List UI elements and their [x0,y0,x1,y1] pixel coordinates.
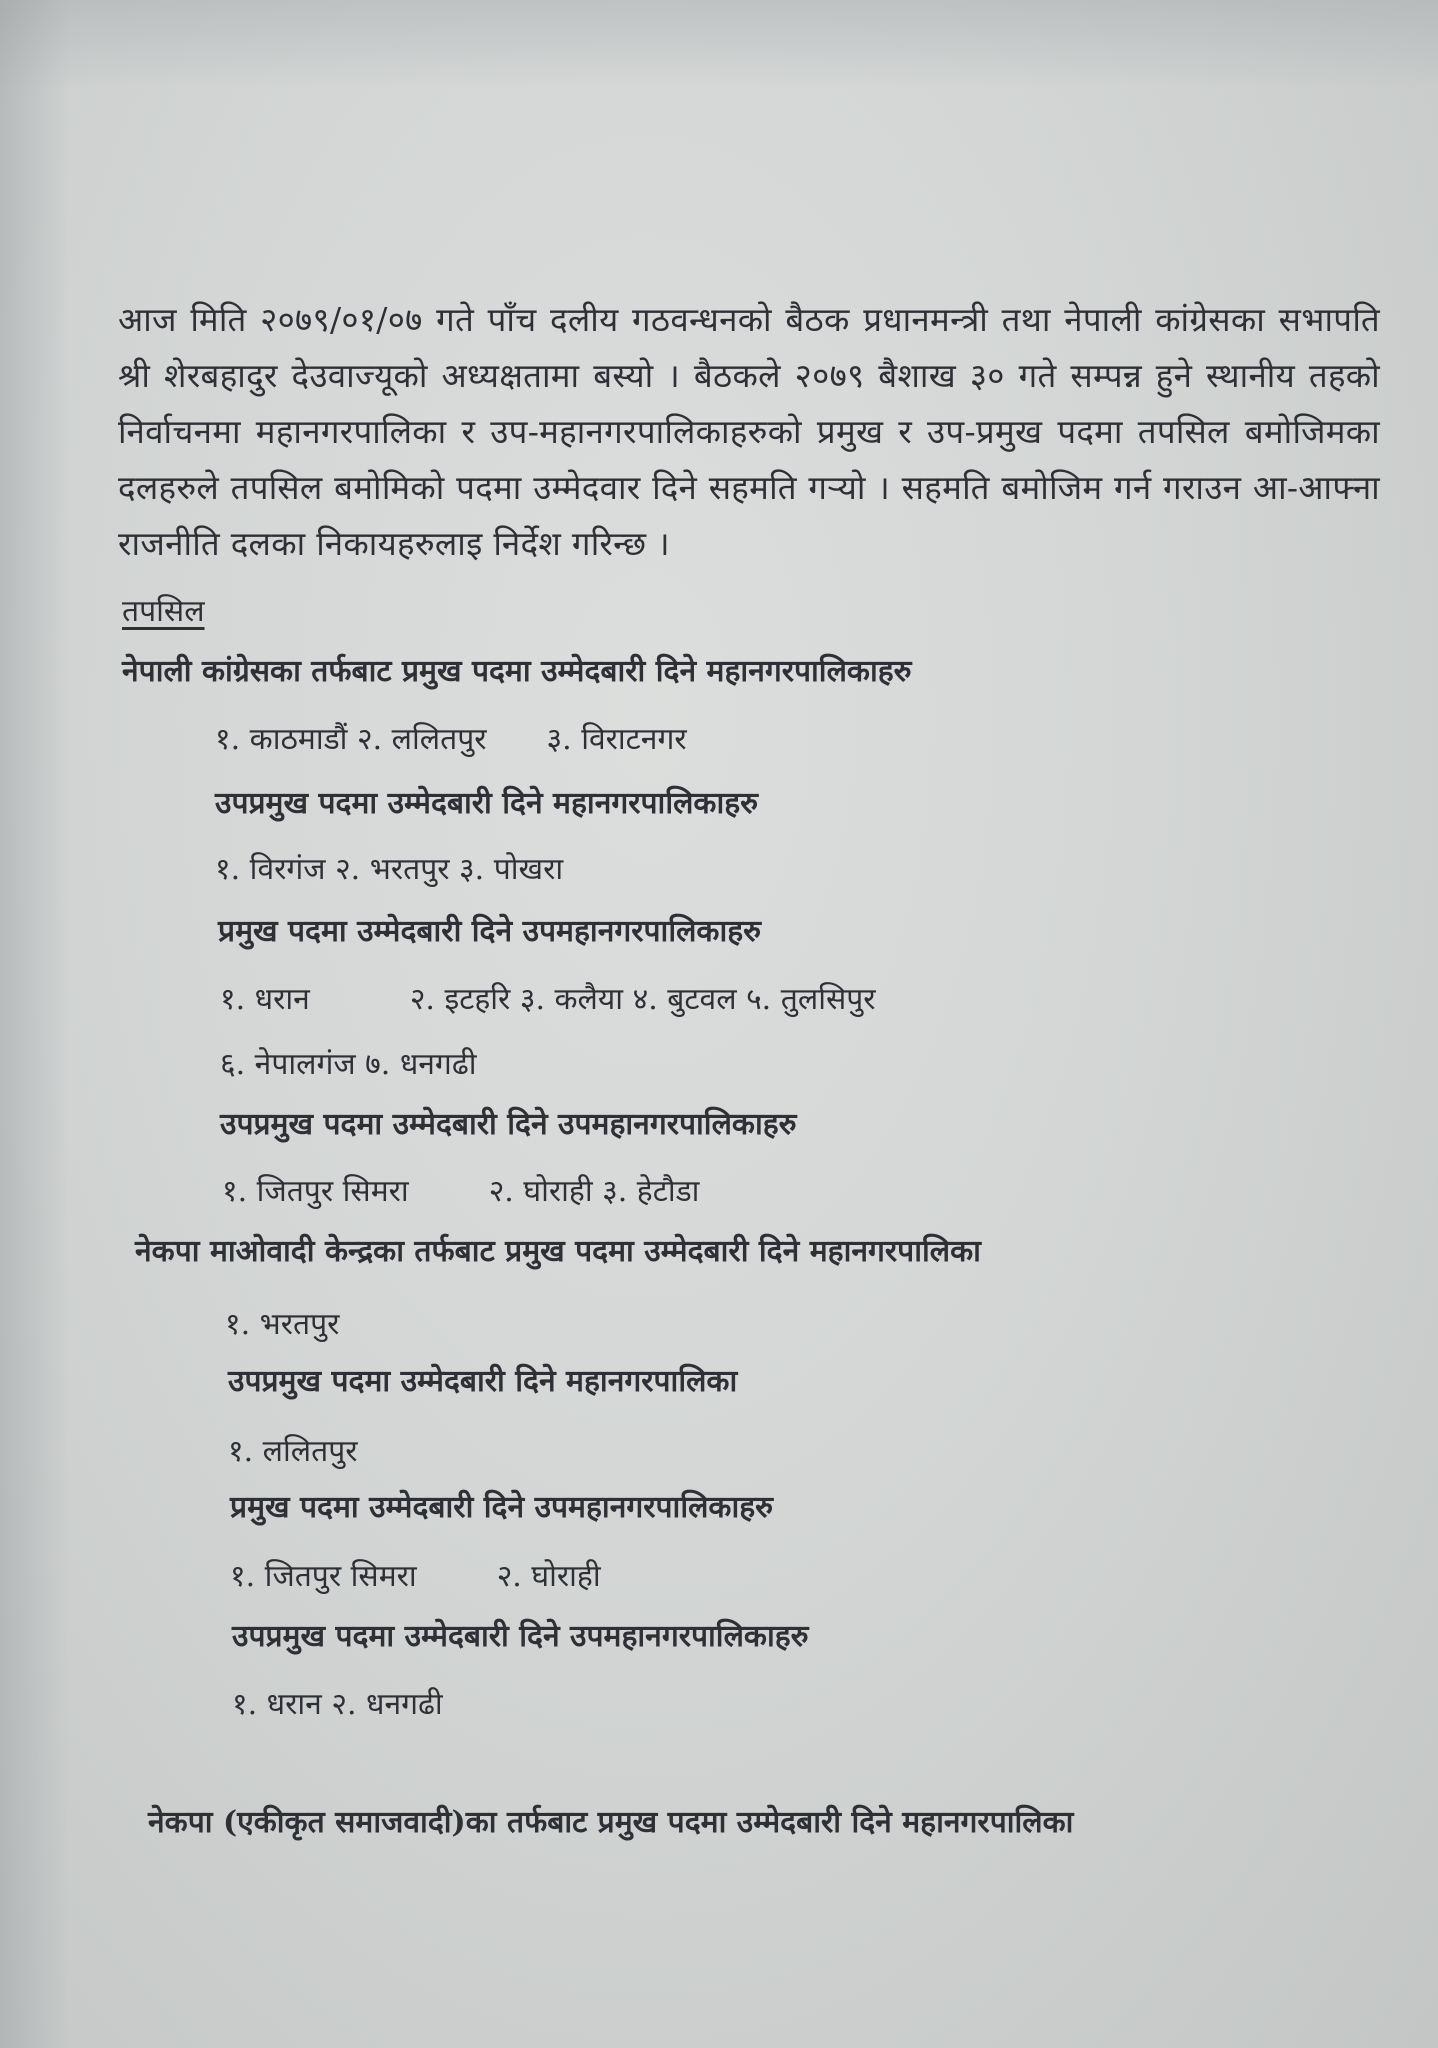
maoist-submetro-chief-heading: प्रमुख पदमा उम्मेदबारी दिने उपमहानगरपालिकाहरु [230,1490,774,1525]
congress-submetro-deputy-heading: उपप्रमुख पदमा उम्मेदबारी दिने उपमहानगरपालिकाहरु [220,1107,797,1142]
congress-metro-deputy-list: १. विरगंज २. भरतपुर ३. पोखरा [215,852,564,887]
maoist-submetro-chief-list [230,1557,601,1597]
tapasil-heading: तपसिल [122,594,205,629]
congress-submetro-deputy-b: २. घोराही ३. हेटौडा [488,1174,700,1209]
unified-socialist-heading: नेकपा (एकीकृत समाजवादी)का तर्फबाट प्रमुख पदमा उम्मेदबारी दिने महानगरपालिका [148,1805,1074,1840]
maoist-submetro-chief-a: १. जितपुर सिमरा [230,1559,417,1594]
congress-metro-chief-b: ३. विराटनगर [546,722,687,757]
congress-submetro-chief-list-a [220,980,876,1020]
maoist-submetro-chief-b: २. घोराही [496,1559,601,1594]
congress-submetro-chief-a: १. धरान [220,982,310,1017]
congress-heading: नेपाली कांग्रेसका तर्फबाट प्रमुख पदमा उम्मेदबारी दिने महानगरपालिकाहरु [122,654,912,689]
congress-metro-deputy-heading: उपप्रमुख पदमा उम्मेदबारी दिने महानगरपालिकाहरु [215,786,759,821]
maoist-heading: नेकपा माओवादी केन्द्रका तर्फबाट प्रमुख पदमा उम्मेदबारी दिने महानगरपालिका [135,1234,981,1269]
maoist-metro-deputy-list: १. ललितपुर [228,1434,358,1469]
congress-submetro-deputy-list [222,1172,699,1212]
congress-submetro-deputy-a: १. जितपुर सिमरा [222,1174,409,1209]
page-shadow-top [0,0,1438,90]
congress-submetro-chief-b: २. इटहरि ३. कलैया ४. बुटवल ५. तुलसिपुर [409,982,876,1017]
maoist-metro-chief-list: १. भरतपुर [225,1307,340,1342]
maoist-metro-deputy-heading: उपप्रमुख पदमा उम्मेदबारी दिने महानगरपालिका [228,1364,738,1399]
congress-submetro-chief-heading: प्रमुख पदमा उम्मेदबारी दिने उपमहानगरपालिकाहरु [218,914,762,949]
congress-metro-chief-list [215,720,687,760]
congress-metro-chief-a: १. काठमाडौं २. ललितपुर [215,722,487,757]
page-shadow-left [0,0,70,2048]
maoist-submetro-deputy-list: १. धरान २. धनगढी [232,1687,443,1722]
intro-paragraph: आज मिति २०७९/०१/०७ गते पाँच दलीय गठवन्धनको बैठक प्रधानमन्त्री तथा नेपाली कांग्रेसका सभापति श्री शेरबहादुर देउवाज्यूको अध्यक्षतामा बस्यो । बैठकले २०७९ बैशाख ३० गते सम्पन्न हुने स्थानीय तहको निर्वाचनमा महानगरपालिका र उप-महानगरपालिकाहरुको प्रमुख र उप-प्रमुख पदमा तपसिल बमोजिमका दलहरुले तपसिल बमोमिको पदमा उम्मेदवार दिने सहमति गऱ्यो । सहमति बमोजिम गर्न गराउन आ-आफ्ना राजनीति दलका निकायहरुलाइ निर्देश गरिन्छ । [118,300,1380,563]
congress-submetro-chief-list-c: ६. नेपालगंज ७. धनगढी [220,1047,477,1082]
maoist-submetro-deputy-heading: उपप्रमुख पदमा उम्मेदबारी दिने उपमहानगरपालिकाहरु [232,1619,809,1654]
